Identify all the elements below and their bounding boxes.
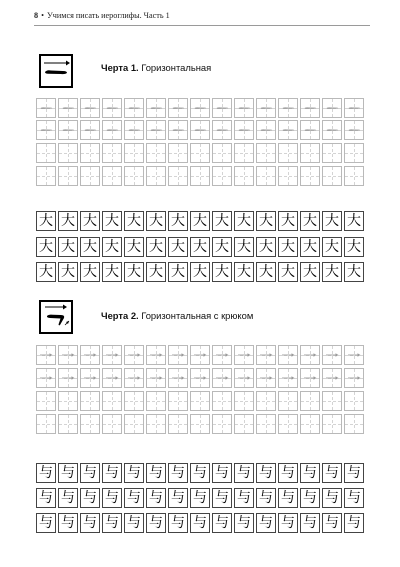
trace-cell	[300, 98, 320, 118]
blank-cell	[300, 391, 320, 411]
practice-char-cell: 大	[190, 211, 210, 231]
char-row-2	[36, 237, 361, 257]
arrow-trace-icon	[169, 346, 187, 364]
blank-cell	[168, 391, 188, 411]
trace-cell	[212, 368, 232, 388]
trace-cell	[80, 345, 100, 365]
practice-char-cell: 大	[58, 211, 78, 231]
practice-char-cell: 与	[344, 513, 364, 533]
practice-char-cell: 与	[146, 463, 166, 483]
trace-cell	[58, 98, 78, 118]
practice-char-cell: 大	[256, 211, 276, 231]
blank-practice-row-2	[36, 166, 356, 186]
blank-practice-row-4	[36, 414, 356, 434]
trace-cell	[344, 120, 364, 140]
trace-cell	[168, 98, 188, 118]
trace-row-2	[36, 120, 356, 140]
practice-char-cell: 大	[36, 262, 56, 282]
horizontal-trace-icon	[125, 121, 143, 139]
horizontal-stroke-icon	[41, 56, 71, 86]
practice-char-cell: 与	[146, 488, 166, 508]
blank-cell	[124, 143, 144, 163]
practice-char-cell: 大	[278, 262, 298, 282]
practice-char-cell: 大	[212, 211, 232, 231]
practice-char-cell: 大	[80, 237, 100, 257]
trace-cell	[212, 345, 232, 365]
blank-cell	[190, 414, 210, 434]
blank-cell	[36, 414, 56, 434]
trace-cell	[102, 120, 122, 140]
blank-cell	[80, 414, 100, 434]
trace-cell	[58, 368, 78, 388]
blank-cell	[212, 166, 232, 186]
practice-char-cell: 大	[36, 237, 56, 257]
blank-cell	[58, 414, 78, 434]
horizontal-trace-icon	[81, 99, 99, 117]
arrow-trace-icon	[257, 346, 275, 364]
practice-char-cell: 大	[146, 237, 166, 257]
practice-char-cell: 与	[168, 513, 188, 533]
trace-cell	[124, 98, 144, 118]
practice-char-cell: 大	[168, 237, 188, 257]
practice-char-cell: 大	[278, 237, 298, 257]
blank-cell	[58, 166, 78, 186]
trace-cell	[256, 120, 276, 140]
blank-cell	[212, 391, 232, 411]
blank-practice-row-3	[36, 391, 356, 411]
trace-cell	[256, 345, 276, 365]
practice-char-cell: 大	[102, 211, 122, 231]
trace-cell	[36, 345, 56, 365]
horizontal-trace-icon	[191, 99, 209, 117]
trace-cell	[322, 368, 342, 388]
practice-char-cell: 与	[80, 513, 100, 533]
arrow-trace-icon	[103, 369, 121, 387]
arrow-trace-icon	[37, 369, 55, 387]
blank-cell	[190, 166, 210, 186]
horizontal-trace-icon	[279, 99, 297, 117]
blank-cell	[234, 143, 254, 163]
trace-cell	[102, 368, 122, 388]
blank-cell	[80, 166, 100, 186]
horizontal-trace-icon	[323, 99, 341, 117]
stroke-2-example-box	[39, 300, 73, 334]
section-2-name: Горизонтальная с крюком	[141, 310, 254, 321]
arrow-trace-icon	[235, 369, 253, 387]
blank-cell	[344, 166, 364, 186]
trace-cell	[80, 98, 100, 118]
practice-char-cell: 与	[300, 513, 320, 533]
arrow-trace-icon	[323, 346, 341, 364]
practice-char-cell: 与	[58, 488, 78, 508]
blank-cell	[278, 166, 298, 186]
practice-char-cell: 与	[278, 463, 298, 483]
arrow-trace-icon	[191, 346, 209, 364]
trace-cell	[256, 98, 276, 118]
practice-char-cell: 与	[190, 463, 210, 483]
blank-cell	[344, 414, 364, 434]
arrow-trace-icon	[235, 346, 253, 364]
blank-cell	[36, 391, 56, 411]
trace-cell	[344, 98, 364, 118]
blank-cell	[146, 166, 166, 186]
trace-cell	[124, 345, 144, 365]
trace-cell	[234, 98, 254, 118]
practice-char-cell: 与	[146, 513, 166, 533]
horizontal-trace-icon	[147, 99, 165, 117]
practice-char-cell: 与	[344, 463, 364, 483]
practice-char-cell: 与	[168, 463, 188, 483]
horizontal-trace-icon	[103, 121, 121, 139]
trace-cell	[168, 345, 188, 365]
blank-cell	[300, 166, 320, 186]
practice-char-cell: 与	[80, 488, 100, 508]
trace-cell	[146, 98, 166, 118]
horizontal-hook-stroke-icon	[41, 302, 71, 332]
horizontal-trace-icon	[235, 121, 253, 139]
horizontal-trace-icon	[147, 121, 165, 139]
arrow-trace-icon	[147, 369, 165, 387]
practice-char-cell: 与	[256, 463, 276, 483]
practice-char-cell: 大	[322, 211, 342, 231]
practice-char-cell: 大	[212, 262, 232, 282]
arrow-trace-icon	[59, 346, 77, 364]
blank-cell	[80, 391, 100, 411]
trace-row-1	[36, 98, 356, 118]
blank-cell	[300, 143, 320, 163]
trace-cell	[58, 345, 78, 365]
blank-cell	[36, 143, 56, 163]
running-header	[34, 7, 370, 26]
practice-char-cell: 与	[322, 488, 342, 508]
practice-char-cell: 与	[190, 513, 210, 533]
practice-char-cell: 大	[80, 262, 100, 282]
blank-cell	[58, 391, 78, 411]
arrow-trace-icon	[147, 346, 165, 364]
practice-char-cell: 大	[300, 262, 320, 282]
blank-cell	[36, 166, 56, 186]
trace-cell	[322, 345, 342, 365]
practice-char-cell: 大	[124, 237, 144, 257]
trace-cell	[124, 120, 144, 140]
horizontal-trace-icon	[37, 99, 55, 117]
char-row-5	[36, 488, 361, 508]
practice-char-cell: 与	[102, 463, 122, 483]
horizontal-trace-icon	[59, 99, 77, 117]
practice-char-cell: 与	[36, 513, 56, 533]
trace-cell	[36, 98, 56, 118]
trace-cell	[124, 368, 144, 388]
practice-char-cell: 大	[102, 237, 122, 257]
arrow-trace-icon	[81, 369, 99, 387]
practice-char-cell: 大	[322, 237, 342, 257]
arrow-trace-icon	[301, 346, 319, 364]
practice-char-cell: 大	[146, 211, 166, 231]
trace-cell	[58, 120, 78, 140]
practice-char-cell: 大	[58, 237, 78, 257]
practice-char-cell: 大	[168, 211, 188, 231]
practice-char-cell: 大	[190, 262, 210, 282]
arrow-trace-icon	[169, 369, 187, 387]
trace-cell	[146, 120, 166, 140]
horizontal-trace-icon	[125, 99, 143, 117]
trace-cell	[278, 120, 298, 140]
trace-cell	[190, 98, 210, 118]
section-1-title	[101, 62, 211, 73]
trace-cell	[102, 98, 122, 118]
arrow-trace-icon	[59, 369, 77, 387]
horizontal-trace-icon	[345, 99, 363, 117]
blank-cell	[256, 143, 276, 163]
trace-cell	[168, 120, 188, 140]
arrow-trace-icon	[103, 346, 121, 364]
blank-cell	[322, 414, 342, 434]
practice-char-cell: 大	[234, 211, 254, 231]
practice-char-cell: 与	[234, 513, 254, 533]
horizontal-trace-icon	[257, 99, 275, 117]
practice-char-cell: 大	[168, 262, 188, 282]
horizontal-trace-icon	[37, 121, 55, 139]
trace-cell	[36, 120, 56, 140]
horizontal-trace-icon	[279, 121, 297, 139]
blank-cell	[190, 391, 210, 411]
arrow-trace-icon	[345, 369, 363, 387]
arrow-trace-icon	[213, 346, 231, 364]
arrow-trace-icon	[125, 346, 143, 364]
horizontal-trace-icon	[213, 121, 231, 139]
practice-char-cell: 大	[124, 211, 144, 231]
blank-cell	[102, 143, 122, 163]
arrow-trace-icon	[257, 369, 275, 387]
blank-cell	[146, 391, 166, 411]
blank-cell	[190, 143, 210, 163]
practice-char-cell: 与	[36, 488, 56, 508]
horizontal-trace-icon	[345, 121, 363, 139]
arrow-trace-icon	[81, 346, 99, 364]
practice-char-cell: 与	[278, 488, 298, 508]
section-2-title	[101, 310, 253, 321]
practice-char-cell: 大	[344, 211, 364, 231]
practice-char-cell: 与	[58, 513, 78, 533]
blank-cell	[278, 391, 298, 411]
trace-cell	[212, 98, 232, 118]
trace-cell	[300, 368, 320, 388]
practice-char-cell: 大	[300, 211, 320, 231]
blank-cell	[234, 166, 254, 186]
blank-cell	[168, 143, 188, 163]
trace-cell	[234, 345, 254, 365]
horizontal-trace-icon	[191, 121, 209, 139]
trace-cell	[212, 120, 232, 140]
horizontal-trace-icon	[81, 121, 99, 139]
practice-char-cell: 与	[344, 488, 364, 508]
practice-char-cell: 大	[190, 237, 210, 257]
page-number: 8	[34, 11, 39, 20]
arrow-trace-icon	[191, 369, 209, 387]
practice-char-cell: 与	[124, 513, 144, 533]
section-1-number: Черта 1.	[101, 62, 139, 73]
running-title: Учимся писать иероглифы. Часть 1	[46, 11, 170, 20]
char-row-6	[36, 513, 361, 533]
practice-char-cell: 大	[102, 262, 122, 282]
practice-char-cell: 与	[278, 513, 298, 533]
trace-cell	[190, 345, 210, 365]
blank-cell	[234, 391, 254, 411]
trace-cell	[300, 345, 320, 365]
practice-char-cell: 与	[190, 488, 210, 508]
horizontal-trace-icon	[301, 99, 319, 117]
blank-cell	[212, 414, 232, 434]
blank-cell	[256, 414, 276, 434]
practice-char-cell: 大	[278, 211, 298, 231]
horizontal-trace-icon	[323, 121, 341, 139]
practice-char-cell: 大	[234, 262, 254, 282]
practice-char-cell: 大	[36, 211, 56, 231]
blank-cell	[344, 143, 364, 163]
arrow-trace-icon	[37, 346, 55, 364]
trace-cell	[344, 368, 364, 388]
practice-char-cell: 与	[36, 463, 56, 483]
blank-cell	[124, 166, 144, 186]
practice-char-cell: 与	[212, 488, 232, 508]
blank-cell	[278, 414, 298, 434]
char-row-3	[36, 262, 361, 282]
practice-char-cell: 与	[256, 488, 276, 508]
trace-cell	[36, 368, 56, 388]
trace-row-4	[36, 368, 356, 388]
practice-char-cell: 大	[256, 262, 276, 282]
blank-cell	[124, 414, 144, 434]
horizontal-trace-icon	[169, 121, 187, 139]
blank-practice-row-1	[36, 143, 356, 163]
trace-cell	[80, 120, 100, 140]
arrow-trace-icon	[301, 369, 319, 387]
trace-cell	[322, 98, 342, 118]
horizontal-trace-icon	[235, 99, 253, 117]
blank-cell	[102, 414, 122, 434]
arrow-trace-icon	[125, 369, 143, 387]
blank-cell	[124, 391, 144, 411]
practice-char-cell: 与	[300, 488, 320, 508]
horizontal-trace-icon	[301, 121, 319, 139]
practice-char-cell: 与	[322, 463, 342, 483]
practice-char-cell: 与	[80, 463, 100, 483]
practice-char-cell: 与	[234, 488, 254, 508]
blank-cell	[278, 143, 298, 163]
blank-cell	[322, 391, 342, 411]
trace-cell	[146, 345, 166, 365]
practice-char-cell: 与	[212, 463, 232, 483]
section-2-number: Черта 2.	[101, 310, 139, 321]
practice-char-cell: 与	[300, 463, 320, 483]
blank-cell	[322, 166, 342, 186]
trace-cell	[168, 368, 188, 388]
blank-cell	[168, 166, 188, 186]
trace-cell	[278, 368, 298, 388]
practice-char-cell: 大	[234, 237, 254, 257]
blank-cell	[146, 414, 166, 434]
blank-cell	[300, 414, 320, 434]
trace-cell	[256, 368, 276, 388]
blank-cell	[344, 391, 364, 411]
arrow-trace-icon	[279, 369, 297, 387]
horizontal-trace-icon	[169, 99, 187, 117]
section-1-name: Горизонтальная	[141, 62, 212, 73]
trace-cell	[322, 120, 342, 140]
practice-char-cell: 与	[124, 463, 144, 483]
blank-cell	[212, 143, 232, 163]
blank-cell	[146, 143, 166, 163]
blank-cell	[102, 166, 122, 186]
practice-char-cell: 大	[58, 262, 78, 282]
practice-char-cell: 与	[234, 463, 254, 483]
practice-char-cell: 大	[124, 262, 144, 282]
trace-cell	[234, 120, 254, 140]
practice-char-cell: 大	[256, 237, 276, 257]
arrow-trace-icon	[345, 346, 363, 364]
practice-char-cell: 大	[322, 262, 342, 282]
blank-cell	[322, 143, 342, 163]
practice-char-cell: 与	[58, 463, 78, 483]
practice-char-cell: 大	[300, 237, 320, 257]
trace-cell	[234, 368, 254, 388]
practice-char-cell: 与	[322, 513, 342, 533]
trace-cell	[278, 345, 298, 365]
practice-char-cell: 大	[80, 211, 100, 231]
practice-char-cell: 与	[102, 513, 122, 533]
horizontal-trace-icon	[257, 121, 275, 139]
blank-cell	[58, 143, 78, 163]
trace-cell	[190, 120, 210, 140]
practice-char-cell: 大	[212, 237, 232, 257]
trace-cell	[80, 368, 100, 388]
trace-cell	[146, 368, 166, 388]
trace-cell	[278, 98, 298, 118]
trace-cell	[102, 345, 122, 365]
arrow-trace-icon	[279, 346, 297, 364]
stroke-1-example-box	[39, 54, 73, 88]
char-row-1	[36, 211, 361, 231]
horizontal-trace-icon	[103, 99, 121, 117]
blank-cell	[256, 166, 276, 186]
practice-char-cell: 与	[212, 513, 232, 533]
trace-row-3	[36, 345, 356, 365]
blank-cell	[234, 414, 254, 434]
practice-char-cell: 与	[256, 513, 276, 533]
blank-cell	[168, 414, 188, 434]
practice-char-cell: 与	[102, 488, 122, 508]
horizontal-trace-icon	[213, 99, 231, 117]
blank-cell	[102, 391, 122, 411]
horizontal-trace-icon	[59, 121, 77, 139]
trace-cell	[344, 345, 364, 365]
blank-cell	[256, 391, 276, 411]
practice-char-cell: 大	[344, 237, 364, 257]
practice-char-cell: 大	[344, 262, 364, 282]
practice-char-cell: 与	[124, 488, 144, 508]
char-row-4	[36, 463, 361, 483]
practice-char-cell: 与	[168, 488, 188, 508]
header-separator: •	[41, 11, 44, 20]
trace-cell	[300, 120, 320, 140]
practice-char-cell: 大	[146, 262, 166, 282]
arrow-trace-icon	[213, 369, 231, 387]
blank-cell	[80, 143, 100, 163]
arrow-trace-icon	[323, 369, 341, 387]
trace-cell	[190, 368, 210, 388]
